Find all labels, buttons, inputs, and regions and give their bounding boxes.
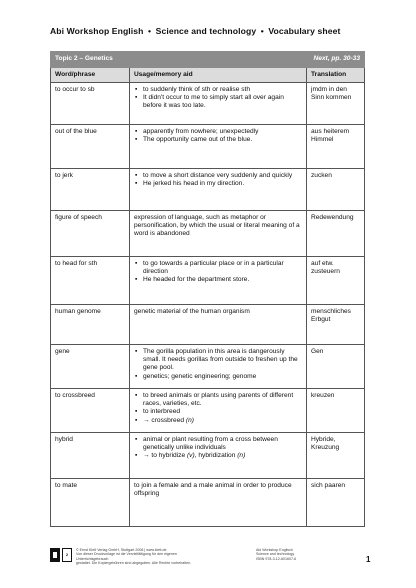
word-cell: to crossbreed xyxy=(51,389,130,433)
usage-item: ▪ to suddenly think of sth or realise sth xyxy=(143,86,302,94)
title-part: Science and technology xyxy=(155,26,257,36)
usage-item: ▪ animal or plant resulting from a cross between genetically unlike individuals xyxy=(143,436,302,452)
footer-line: ISBN 978-3-12-601607-6 xyxy=(256,556,297,561)
table-row xyxy=(51,345,365,389)
klett-logo-icon: 2 xyxy=(62,548,72,562)
topic-row xyxy=(51,52,365,68)
vocabulary-table xyxy=(50,51,365,527)
usage-cell xyxy=(130,345,307,389)
footer-line: Science and technology xyxy=(256,552,295,557)
usage-cell: expression of language, such as metaphor or personification, by which the usual or literal meaning of a word is abandoned xyxy=(130,211,307,257)
footer-line: Von dieser Druckvorlage ist die Vervielfältigung für den eigenen Unterrichtsgebrauch xyxy=(76,552,177,561)
usage-item: ▪ to go towards a particular place or in a particular direction xyxy=(143,260,302,276)
usage-list xyxy=(134,260,302,285)
translation-cell: zucken xyxy=(307,169,365,211)
translation-cell: Hybride, Kreuzung xyxy=(307,433,365,479)
table-row xyxy=(51,83,365,125)
title-separator: • xyxy=(260,26,264,36)
table-row xyxy=(51,125,365,169)
title-part: Abi Workshop English xyxy=(50,26,144,36)
usage-item: ▪ The opportunity came out of the blue. xyxy=(143,136,302,144)
table-row xyxy=(51,389,365,433)
translation-cell: kreuzen xyxy=(307,389,365,433)
translation-cell: aus heiterem Himmel xyxy=(307,125,365,169)
usage-list xyxy=(134,86,302,111)
table-row xyxy=(51,211,365,257)
usage-cell: genetic material of the human organism xyxy=(130,305,307,345)
word-cell: gene xyxy=(51,345,130,389)
usage-list xyxy=(134,392,302,425)
usage-cell xyxy=(130,83,307,125)
title-separator: • xyxy=(148,26,152,36)
usage-cell xyxy=(130,389,307,433)
usage-list xyxy=(134,348,302,381)
title-part: Vocabulary sheet xyxy=(268,26,341,36)
column-header-usage: Usage/memory aid xyxy=(130,68,307,83)
word-cell: to head for sth xyxy=(51,257,130,305)
word-cell: figure of speech xyxy=(51,211,130,257)
usage-cell xyxy=(130,257,307,305)
usage-item: ▪ apparently from nowhere; unexpectedly xyxy=(143,128,302,136)
word-cell: out of the blue xyxy=(51,125,130,169)
publisher-logo-icon xyxy=(50,548,60,562)
table-row xyxy=(51,479,365,527)
page-title xyxy=(50,26,340,36)
translation-cell: auf etw. zusteuern xyxy=(307,257,365,305)
column-header-translation: Translation xyxy=(307,68,365,83)
usage-cell xyxy=(130,433,307,479)
usage-item: ▪ to move a short distance very suddenly and quickly xyxy=(143,172,302,180)
translation-cell: sich paaren xyxy=(307,479,365,527)
usage-item: ▪ It didn't occur to me to simply start all over again before it was too late. xyxy=(143,94,302,110)
usage-cell: to join a female and a male animal in order to produce offspring xyxy=(130,479,307,527)
footer-line: gestattet. Die Kopiergebühren sind abgegolten. Alle Rechte vorbehalten. xyxy=(76,561,192,566)
table-row xyxy=(51,433,365,479)
column-header-word: Word/phrase xyxy=(51,68,130,83)
word-cell: hybrid xyxy=(51,433,130,479)
table-row xyxy=(51,257,365,305)
footer-book-info xyxy=(256,548,336,561)
usage-item: ▪ The gorilla population in this area is dangerously small. It needs gorillas from outside to freshen up the gene pool. xyxy=(143,348,302,373)
usage-item: ▪ genetics; genetic engineering; genome xyxy=(143,373,302,381)
usage-list xyxy=(134,436,302,461)
usage-item: ▪ to breed animals or plants using parents of different races, varieties, etc. xyxy=(143,392,302,408)
table-row xyxy=(51,169,365,211)
usage-item: ▪ → crossbreed (n) xyxy=(143,417,302,425)
word-cell: human genome xyxy=(51,305,130,345)
translation-cell: Gen xyxy=(307,345,365,389)
usage-item: ▪ He headed for the department store. xyxy=(143,276,302,284)
footer-copyright xyxy=(76,548,206,566)
word-cell: to jerk xyxy=(51,169,130,211)
word-cell: to occur to sb xyxy=(51,83,130,125)
usage-item: ▪ to interbreed xyxy=(143,408,302,416)
topic-title: Topic 2 – Genetics xyxy=(51,52,307,68)
table-row xyxy=(51,305,365,345)
usage-item: ▪ → to hybridize (v), hybridization (n) xyxy=(143,452,302,460)
translation-cell: menschliches Erbgut xyxy=(307,305,365,345)
header-row xyxy=(51,68,365,83)
usage-list xyxy=(134,172,302,188)
footer-line: © Ernst Klett Verlag GmbH, Stuttgart 2008 | www.klett.de xyxy=(76,548,167,552)
topic-reference: Next, pp. 30-33 xyxy=(307,52,365,68)
translation-cell: Redewendung xyxy=(307,211,365,257)
translation-cell: jmdm in den Sinn kommen xyxy=(307,83,365,125)
usage-list xyxy=(134,128,302,144)
usage-item: ▪ He jerked his head in my direction. xyxy=(143,180,302,188)
page-number: 1 xyxy=(366,555,371,564)
word-cell: to mate xyxy=(51,479,130,527)
footer-line: Abi Workshop Englisch xyxy=(256,548,293,552)
usage-cell xyxy=(130,169,307,211)
usage-cell xyxy=(130,125,307,169)
